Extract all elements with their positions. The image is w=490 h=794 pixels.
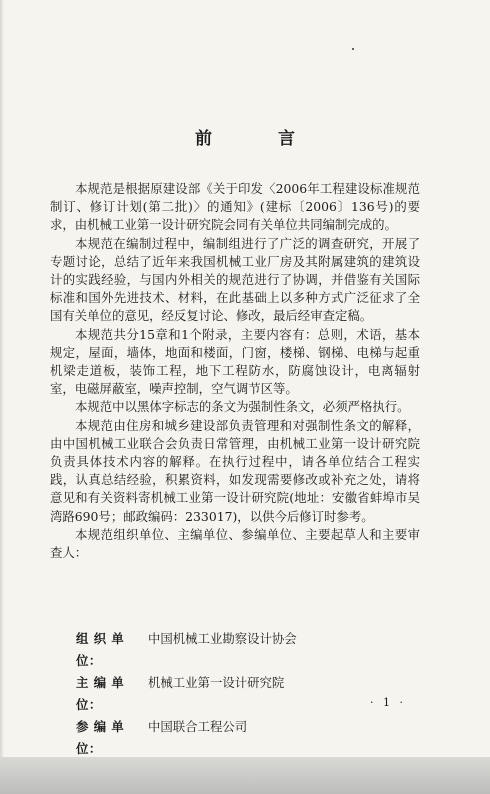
organization-value: 中国联合工程公司	[148, 719, 248, 734]
page-binding-shadow	[0, 0, 4, 760]
scan-border	[0, 757, 490, 794]
preface-body	[50, 180, 420, 562]
organization-list	[76, 628, 297, 760]
organization-label: 主 编 单 位：	[76, 675, 125, 712]
organization-row	[76, 628, 297, 672]
page-title: 前 言	[195, 129, 325, 149]
scan-speck	[352, 48, 354, 50]
organization-value: 中国机械工业勘察设计协会	[148, 631, 297, 646]
page-number: · 1 ·	[370, 696, 406, 709]
paragraph-6: 本规范组织单位、主编单位、参编单位、主要起草人和主要审查人：	[50, 526, 420, 561]
organization-label: 参 编 单 位：	[76, 719, 125, 756]
paragraph-2: 本规范在编制过程中，编制组进行了广泛的调查研究，开展了专题讨论，总结了近年来我国机械工业厂房及其附属建筑的建筑设计的实践经验，与国内外相关的规范进行了协调，并借鉴有关国际标准和国外先进技术、材料，在此基础上以多种方式广泛征求了全国有关单位的意见，经反复讨论、修改，最后经审查定稿。	[50, 235, 420, 324]
organization-row	[76, 716, 297, 760]
paragraph-4: 本规范中以黑体字标志的条文为强制性条文，必须严格执行。	[75, 399, 410, 415]
organization-row	[76, 672, 297, 716]
paragraph-3: 本规范共分15章和1个附录，主要内容有：总则，术语，基本规定，屋面，墙体，地面和楼面，门窗，楼梯、钢梯、电梯与起重机梁走道板，装饰工程，地下工程防水，防腐蚀设计，电离辐射室，电磁屏蔽室，噪声控制，空气调节区等。	[50, 326, 420, 397]
organization-value: 机械工业第一设计研究院	[148, 675, 285, 690]
paragraph-1: 本规范是根据原建设部《关于印发〈2006年工程建设标准规范制订、修订计划(第二批)〉的通知》(建标〔2006〕136号)的要求，由机械工业第一设计研究院会同有关单位共同编制完成的。	[50, 181, 420, 233]
paragraph-5: 本规范由住房和城乡建设部负责管理和对强制性条文的解释，由中国机械工业联合会负责日常管理，由机械工业第一设计研究院负责具体技术内容的解释。在执行过程中，请各单位结合工程实践，认真总结经验，积累资料，如发现需要修改或补充之处，请将意见和有关资料寄机械工业第一设计研究院(地址：安徽省蚌埠市吴湾路690号；邮政编码：233017)，以供今后修订时参考。	[50, 417, 420, 524]
organization-label: 组 织 单 位：	[76, 631, 125, 668]
